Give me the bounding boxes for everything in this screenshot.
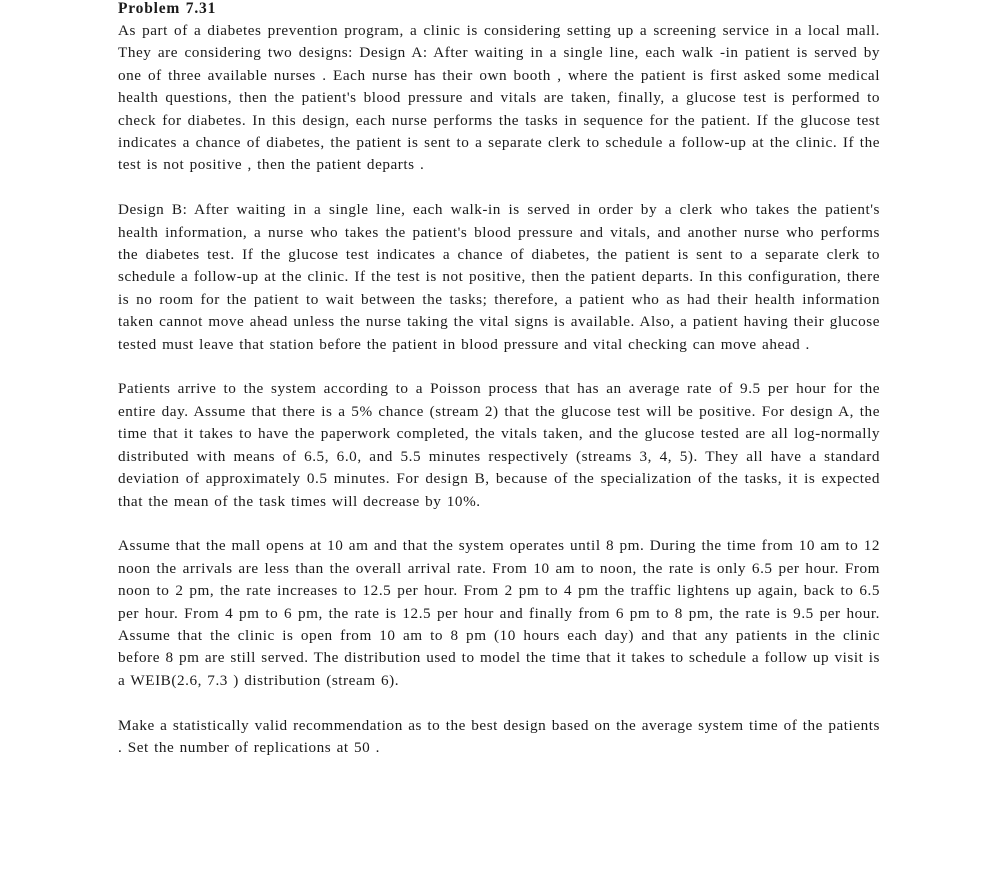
- paragraph-gap: [118, 692, 880, 714]
- problem-title: Problem 7.31: [118, 0, 217, 17]
- paragraph-gap: [118, 177, 880, 199]
- paragraph-design-b: Design B: After waiting in a single line, each walk-in is served in order by a clerk who takes the patient's health information, a nurse who takes the patient's blood pressure and vitals, and another nurse who performs the diabetes test. If the glucose test indicates a chance of diabetes, the patient is sent to a separate clerk to schedule a follow-up at the clinic. If the test is not positive, then the patient departs. In this configuration, there is no room for the patient to wait between the tasks; therefore, a patient who as had their health information taken cannot move ahead unless the nurse taking the vital signs is available. Also, a patient having their glucose tested must leave that station before the patient in blood pressure and vital checking can move ahead .: [118, 201, 880, 353]
- paragraph-gap: [118, 356, 880, 378]
- paragraph-design-a: As part of a diabetes prevention program, a clinic is considering setting up a screening service in a local mall. They are considering two designs: Design A: After waiting in a single line, each walk -in patient is served by one of three available nurses . Each nurse has their own booth , where the patient is first asked some medical health questions, then the patient's blood pressure and vitals are taken, finally, a glucose test is performed to check for diabetes. In this design, each nurse performs the tasks in sequence for the patient. If the glucose test indicates a chance of diabetes, the patient is sent to a separate clerk to schedule a follow-up at the clinic. If the test is not positive , then the patient departs .: [118, 22, 880, 174]
- paragraph-arrivals: Patients arrive to the system according to a Poisson process that has an average rate of 9.5 per hour for the entire day. Assume that there is a 5% chance (stream 2) that the glucose test will be positive. For design A, the time that it takes to have the paperwork completed, the vitals taken, and the glucose tested are all log-normally distributed with means of 6.5, 6.0, and 5.5 minutes respectively (streams 3, 4, 5). They all have a standard deviation of approximately 0.5 minutes. For design B, because of the specialization of the tasks, it is expected that the mean of the task times will decrease by 10%.: [118, 380, 880, 510]
- paragraph-recommendation: Make a statistically valid recommendation as to the best design based on the average system time of the patients . Set the number of replications at 50 .: [118, 716, 880, 756]
- paragraph-gap: [118, 513, 880, 535]
- document-page: [118, 0, 880, 759]
- paragraph-schedule: Assume that the mall opens at 10 am and that the system operates until 8 pm. During the time from 10 am to 12 noon the arrivals are less than the overall arrival rate. From 10 am to noon, the rate is only 6.5 per hour. From noon to 2 pm, the rate increases to 12.5 per hour. From 2 pm to 4 pm the traffic lightens up again, back to 6.5 per hour. From 4 pm to 6 pm, the rate is 12.5 per hour and finally from 6 pm to 8 pm, the rate is 9.5 per hour. Assume that the clinic is open from 10 am to 8 pm (10 hours each day) and that any patients in the clinic before 8 pm are still served. The distribution used to model the time that it takes to schedule a follow up visit is a WEIB(2.6, 7.3 ) distribution (stream 6).: [118, 537, 880, 689]
